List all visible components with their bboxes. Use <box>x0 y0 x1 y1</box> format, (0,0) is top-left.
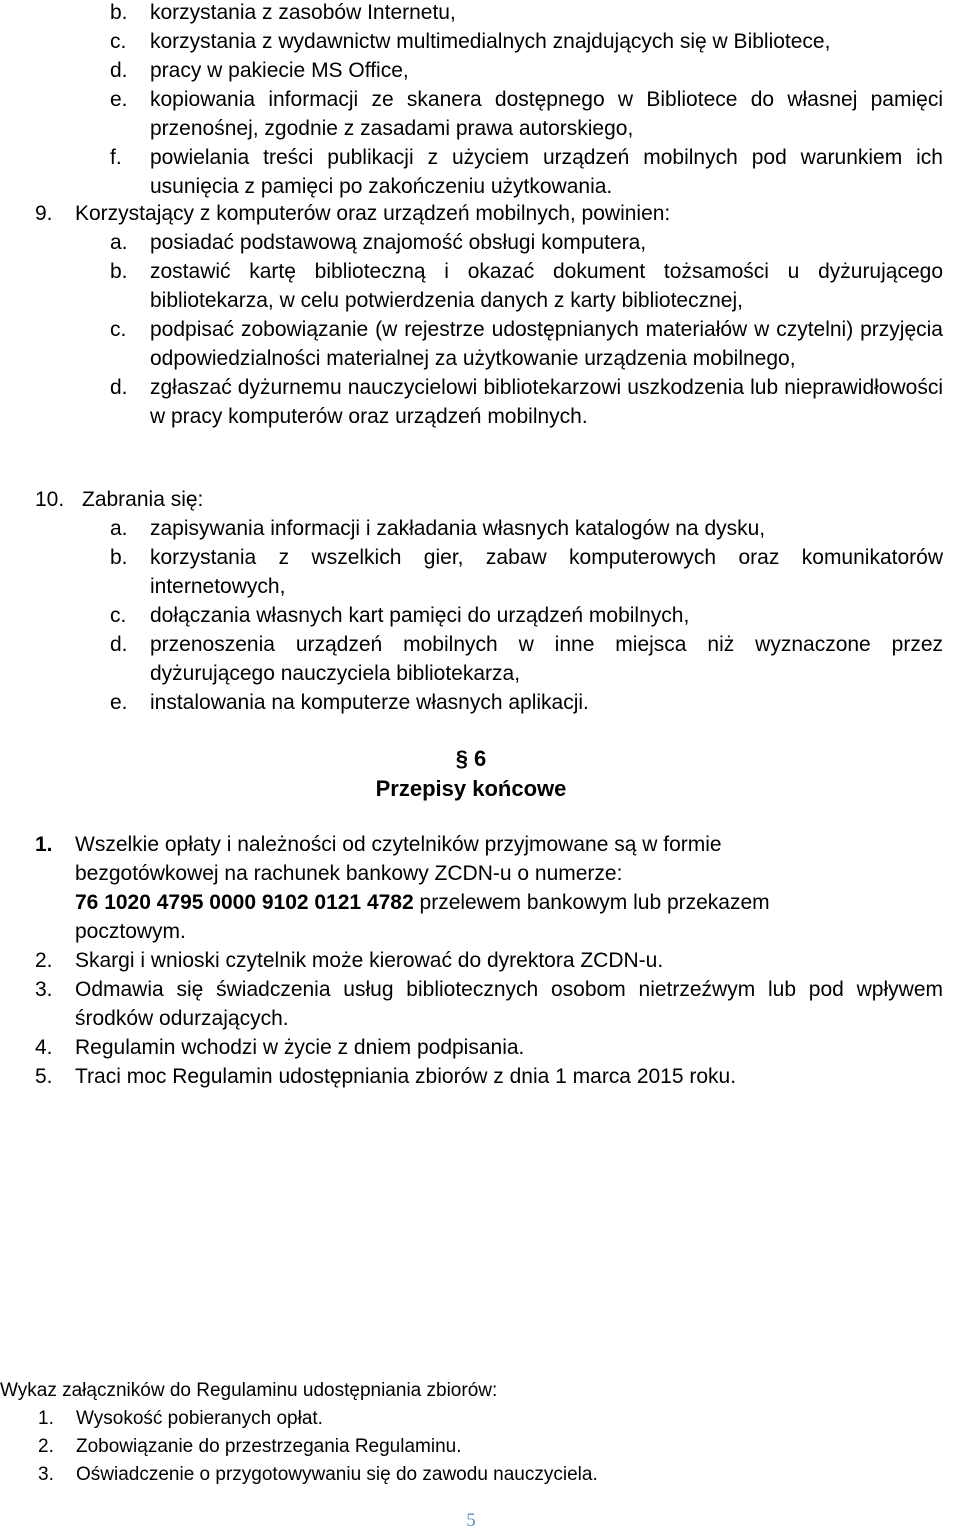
rule-item-9 <box>0 199 960 431</box>
list-marker: 2. <box>38 1436 54 1457</box>
list-marker: d. <box>110 633 128 656</box>
list-text: Oświadczenie o przygotowywaniu się do zawodu nauczyciela. <box>76 1464 598 1485</box>
list-text: podpisać zobowiązanie (w rejestrze udostępnianych materiałów w czytelni) przyjęcia odpowiedzialności materialnej za użytkowanie urządzenia mobilnego, <box>150 318 943 370</box>
list-text: przenoszenia urządzeń mobilnych w inne miejsca niż wyznaczone przez dyżurującego nauczyciela bibliotekarza, <box>150 633 943 685</box>
list-item <box>0 315 960 373</box>
list-item <box>0 199 960 228</box>
list-marker: c. <box>110 318 127 341</box>
list-item <box>0 143 960 201</box>
list-marker: d. <box>110 59 128 82</box>
list-marker: a. <box>110 517 128 540</box>
list-marker: e. <box>110 691 128 714</box>
list-text: zostawić kartę biblioteczną i okazać dokument tożsamości u dyżurującego bibliotekarza, w celu potwierdzenia danych z karty bibliotecznej, <box>150 260 943 312</box>
list-text: korzystania z wydawnictw multimedialnych znajdujących się w Bibliotece, <box>150 30 831 53</box>
page-number: 5 <box>466 1510 476 1531</box>
list-text: kopiowania informacji ze skanera dostępnego w Bibliotece do własnej pamięci przenośnej, zgodnie z zasadami prawa autorskiego, <box>150 88 943 140</box>
list-marker: c. <box>110 604 127 627</box>
list-marker: 3. <box>38 1464 54 1485</box>
bank-account-number: 76 1020 4795 0000 9102 0121 4782 <box>75 891 414 914</box>
list-marker: 5. <box>35 1065 53 1088</box>
list-text: korzystania z zasobów Internetu, <box>150 1 456 24</box>
list-marker: 2. <box>35 949 53 972</box>
payment-text-after: przelewem bankowym lub przekazem pocztowym. <box>75 891 770 943</box>
list-item <box>0 257 960 315</box>
list-marker: f. <box>110 146 122 169</box>
list-marker: 1. <box>38 1408 54 1429</box>
list-text: korzystania z wszelkich gier, zabaw komputerowych oraz komunikatorów internetowych, <box>150 546 943 598</box>
list-text: instalowania na komputerze własnych aplikacji. <box>150 691 589 714</box>
list-text: powielania treści publikacji z użyciem urządzeń mobilnych pod warunkiem ich usunięcia z pamięci po zakończeniu użytkowania. <box>150 146 943 198</box>
list-text: dołączania własnych kart pamięci do urządzeń mobilnych, <box>150 604 690 627</box>
list-item <box>0 1461 960 1489</box>
list-text <box>75 830 855 946</box>
list-item <box>0 56 960 85</box>
list-item <box>0 228 960 257</box>
list-marker: 3. <box>35 978 53 1001</box>
list-marker: e. <box>110 88 128 111</box>
list-item <box>0 1062 960 1091</box>
list-8-continuation <box>0 0 960 201</box>
list-item <box>0 975 960 1033</box>
list-marker: b. <box>110 1 128 24</box>
list-item <box>0 630 960 688</box>
list-item <box>0 485 960 514</box>
list-text: posiadać podstawową znajomość obsługi komputera, <box>150 231 647 254</box>
section-title: Przepisy końcowe <box>375 776 567 801</box>
list-marker: 9. <box>35 202 53 225</box>
final-provisions <box>0 830 960 1091</box>
rule-item-10 <box>0 485 960 717</box>
list-text: Korzystający z komputerów oraz urządzeń mobilnych, powinien: <box>75 202 671 225</box>
list-marker: 1. <box>35 833 53 856</box>
list-item <box>0 601 960 630</box>
list-item <box>0 1033 960 1062</box>
list-marker: b. <box>110 546 128 569</box>
list-marker: c. <box>110 30 127 53</box>
payment-text: Wszelkie opłaty i należności od czytelników przyjmowane są w formie bezgotówkowej na rachunek bankowy ZCDN-u o numerze: <box>75 833 722 885</box>
list-item <box>0 0 960 27</box>
list-marker: 4. <box>35 1036 53 1059</box>
list-item <box>0 373 960 431</box>
list-text: Traci moc Regulamin udostępniania zbiorów z dnia 1 marca 2015 roku. <box>75 1065 737 1088</box>
list-marker: d. <box>110 376 128 399</box>
list-item <box>0 688 960 717</box>
list-text: pracy w pakiecie MS Office, <box>150 59 409 82</box>
list-item <box>0 85 960 143</box>
list-text: Zobowiązanie do przestrzegania Regulaminu. <box>76 1436 462 1457</box>
attachments-intro: Wykaz załączników do Regulaminu udostępniania zbiorów: <box>0 1380 498 1401</box>
list-text: Regulamin wchodzi w życie z dniem podpisania. <box>75 1036 525 1059</box>
attachments-list <box>0 1377 960 1489</box>
list-item <box>0 830 960 946</box>
list-text: zgłaszać dyżurnemu nauczycielowi bibliotekarzowi uszkodzenia lub nieprawidłowości w pracy komputerów oraz urządzeń mobilnych. <box>150 376 943 428</box>
list-item <box>0 514 960 543</box>
list-item <box>0 1405 960 1433</box>
list-item <box>0 543 960 601</box>
list-item <box>0 27 960 56</box>
list-text: Wysokość pobieranych opłat. <box>76 1408 323 1429</box>
section-number: § 6 <box>455 746 487 771</box>
list-item <box>0 946 960 975</box>
list-text: Skargi i wnioski czytelnik może kierować do dyrektora ZCDN-u. <box>75 949 664 972</box>
list-text: Odmawia się świadczenia usług bibliotecznych osobom nietrzeźwym lub pod wpływem środków odurzających. <box>75 978 943 1030</box>
list-marker: a. <box>110 231 128 254</box>
list-item <box>0 1433 960 1461</box>
list-marker: 10. <box>35 488 65 511</box>
list-text: zapisywania informacji i zakładania własnych katalogów na dysku, <box>150 517 766 540</box>
list-marker: b. <box>110 260 128 283</box>
list-text: Zabrania się: <box>82 488 204 511</box>
